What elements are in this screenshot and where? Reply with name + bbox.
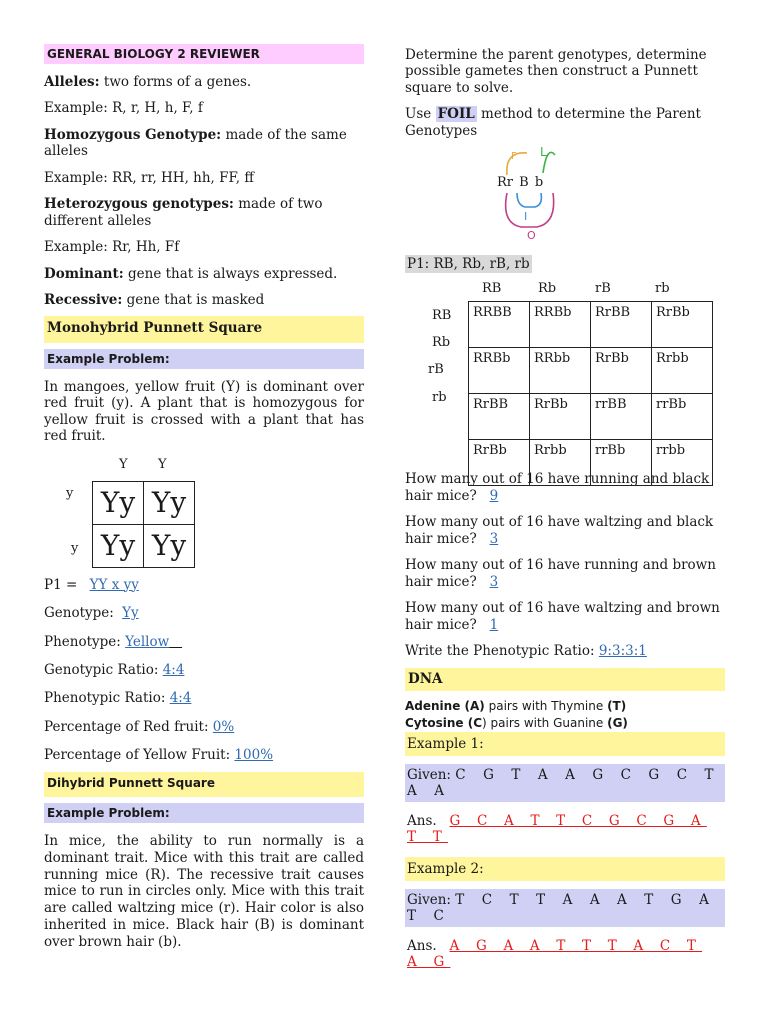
foil-word: FOIL	[437, 106, 475, 123]
answer-value: 4:4	[162, 661, 185, 678]
foil-pre: Use	[405, 106, 436, 123]
answer-label: P1 =	[44, 576, 82, 593]
answer-label: Ans.	[407, 812, 437, 829]
mono-problem: In mangoes, yellow fruit (Y) is dominant over red fruit (y). A plant that is homozygous for yellow fruit is crossed with a plant that has red fruit.	[44, 378, 364, 445]
row-label: rB	[428, 362, 444, 378]
di-intro: Determine the parent genotypes, determine possible gametes then construct a Punnett square to solve.	[405, 47, 707, 96]
question-text: How many out of 16 have running and brown hair mice?	[405, 557, 716, 590]
dna-pair-cg	[405, 716, 725, 730]
answer-label: Genotypic Ratio:	[44, 661, 163, 678]
col-label: Rb	[538, 281, 557, 297]
row-label: RB	[432, 308, 452, 324]
example-heterozygous: Example: Rr, Hh, Ff	[44, 239, 180, 256]
mono-answer	[44, 690, 364, 706]
mono-answer	[44, 605, 364, 621]
dna-answer-2	[405, 935, 725, 973]
ps-cell: rrbb	[652, 440, 713, 486]
def-term: Dominant:	[44, 265, 124, 282]
ps-cell: Rrbb	[652, 348, 713, 394]
answer-value: 4:4	[169, 690, 192, 707]
foil-mark-inner: I	[524, 210, 528, 224]
pair-base: Cytosine (C	[405, 715, 483, 730]
example-homozygous: Example: RR, rr, HH, hh, FF, ff	[44, 169, 254, 186]
row-label: y	[66, 485, 74, 501]
pair-base: (T)	[607, 698, 627, 713]
def-text: two forms of a genes.	[99, 74, 252, 90]
ps-cell: Yy	[144, 481, 195, 524]
question-text: How many out of 16 have waltzing and brown hair mice?	[405, 600, 720, 633]
answer-label: Phenotypic Ratio:	[44, 690, 170, 707]
given-label: Given:	[407, 766, 456, 783]
mono-example-label: Example Problem:	[44, 349, 364, 369]
def-term: Alleles:	[44, 74, 100, 90]
dna-heading: DNA	[405, 668, 725, 691]
p1-gametes: P1: RB, Rb, rB, rb	[407, 256, 530, 273]
def-term: Heterozygous genotypes:	[44, 196, 234, 213]
dna-answer-1	[405, 810, 725, 848]
di-punnett-square	[405, 281, 725, 471]
row-label: rb	[432, 390, 447, 406]
ps-cell: RRBB	[469, 302, 530, 348]
foil-mark-last: L	[540, 145, 547, 160]
def-term: Homozygous Genotype:	[44, 126, 222, 143]
row-label: Rb	[432, 335, 451, 351]
left-column	[44, 44, 364, 961]
def-text: made of two different alleles	[44, 196, 323, 229]
mono-answer	[44, 662, 364, 678]
ps-cell: RRbb	[530, 348, 591, 394]
question-text: How many out of 16 have waltzing and black hair mice?	[405, 514, 714, 547]
foil-diagram	[405, 143, 725, 255]
def-recessive	[44, 292, 364, 308]
def-text: made of the same alleles	[44, 126, 347, 160]
col-label: rb	[655, 281, 670, 297]
ratio-label: Write the Phenotypic Ratio:	[405, 643, 599, 660]
ps-cell: RrBb	[652, 302, 713, 348]
example-alleles: Example: R, r, H, h, F, f	[44, 100, 203, 117]
doc-title: GENERAL BIOLOGY 2 REVIEWER	[44, 44, 364, 64]
answer-label: Percentage of Red fruit:	[44, 718, 213, 735]
question-answer: 1	[489, 616, 499, 633]
foil-mark-outer: O	[527, 229, 536, 243]
phenotypic-ratio	[405, 643, 725, 659]
col-label: Y	[158, 456, 167, 472]
answer-sequence: A G A A T T T A C T A G	[407, 937, 703, 970]
ps-cell: RrBB	[469, 394, 530, 440]
pair-base: Adenine (A)	[405, 698, 485, 713]
ps-cell: Yy	[144, 524, 195, 567]
answer-value: Yy	[122, 605, 139, 622]
def-alleles	[44, 74, 364, 90]
ps-cell: RrBb	[469, 440, 530, 486]
foil-arrows	[487, 143, 607, 253]
di-grid	[468, 301, 713, 486]
given-sequence: C G T A A G C G C T A A	[407, 766, 721, 799]
pair-text: pairs with Thymine	[484, 698, 608, 713]
mono-answer	[44, 577, 364, 593]
right-column	[405, 47, 725, 973]
mono-grid	[92, 481, 195, 568]
pair-text: ) pairs with Guanine	[482, 715, 608, 730]
dna-example-2-label: Example 2:	[405, 857, 725, 881]
answer-label: Ans.	[407, 937, 437, 954]
ps-cell: Yy	[93, 524, 144, 567]
question-text: How many out of 16 have running and black hair mice?	[405, 471, 710, 504]
given-sequence: T C T T A A A T G A T C	[407, 891, 716, 924]
di-question	[405, 557, 725, 590]
ps-cell: Yy	[93, 481, 144, 524]
ps-cell: RrBb	[530, 394, 591, 440]
di-question	[405, 514, 725, 547]
dna-given-1	[405, 764, 725, 802]
ps-cell: RRBb	[469, 348, 530, 394]
ps-cell: Rrbb	[530, 440, 591, 486]
ratio-value: 9:3:3:1	[598, 643, 647, 660]
mono-punnett-square	[44, 455, 364, 577]
ps-cell: rrBB	[591, 394, 652, 440]
di-problem: In mice, the ability to run normally is a dominant trait. Mice with this trait are called running mice (R). The recessive trait causes mice to run in circles only. Mice with this trait are called waltzing mice (r). Hair color is also inherited in mice. Black hair (B) is dominant over brown hair (b).	[44, 832, 364, 951]
dna-pair-at	[405, 699, 725, 713]
col-label: rB	[595, 281, 611, 297]
ps-cell: rrBb	[652, 394, 713, 440]
di-question	[405, 600, 725, 633]
pair-base: (G)	[607, 715, 628, 730]
foil-mark-first: F	[511, 151, 517, 163]
ps-cell: RrBB	[591, 302, 652, 348]
answer-label: Phenotype:	[44, 633, 126, 650]
mono-answer	[44, 719, 364, 735]
dna-given-2	[405, 889, 725, 927]
def-heterozygous	[44, 196, 364, 229]
answer-label: Genotype:	[44, 605, 119, 622]
ps-cell: RRBb	[530, 302, 591, 348]
di-example-label: Example Problem:	[44, 803, 364, 823]
mono-answer	[44, 747, 364, 763]
def-term: Recessive:	[44, 292, 123, 309]
question-answer: 9	[489, 487, 499, 504]
ps-cell: RrBb	[591, 348, 652, 394]
mono-heading: Monohybrid Punnett Square	[44, 316, 364, 343]
def-text: gene that is masked	[122, 292, 265, 309]
row-label: y	[71, 540, 79, 556]
mono-answer	[44, 634, 364, 650]
answer-value: 0%	[212, 718, 235, 735]
ps-cell: rrBb	[591, 440, 652, 486]
answer-value: YY x yy	[89, 576, 139, 593]
def-text: gene that is always expressed.	[123, 265, 338, 282]
col-label: RB	[482, 281, 502, 297]
answer-label: Percentage of Yellow Fruit:	[44, 747, 235, 764]
answer-value: Yellow	[125, 633, 170, 650]
foil-post: method to determine the Parent Genotypes	[405, 106, 701, 139]
given-label: Given:	[407, 891, 456, 908]
di-heading: Dihybrid Punnett Square	[44, 772, 364, 797]
answer-sequence: G C A T T C G C G A T T	[407, 812, 707, 845]
dna-example-1-label: Example 1:	[405, 732, 725, 756]
question-answer: 3	[489, 573, 499, 590]
question-answer: 3	[489, 530, 499, 547]
col-label: Y	[119, 456, 128, 472]
answer-value: 100%	[234, 747, 274, 764]
def-homozygous	[44, 127, 364, 160]
foil-instruction	[405, 106, 725, 139]
def-dominant	[44, 266, 364, 282]
foil-letters: Rr B b	[497, 175, 544, 191]
